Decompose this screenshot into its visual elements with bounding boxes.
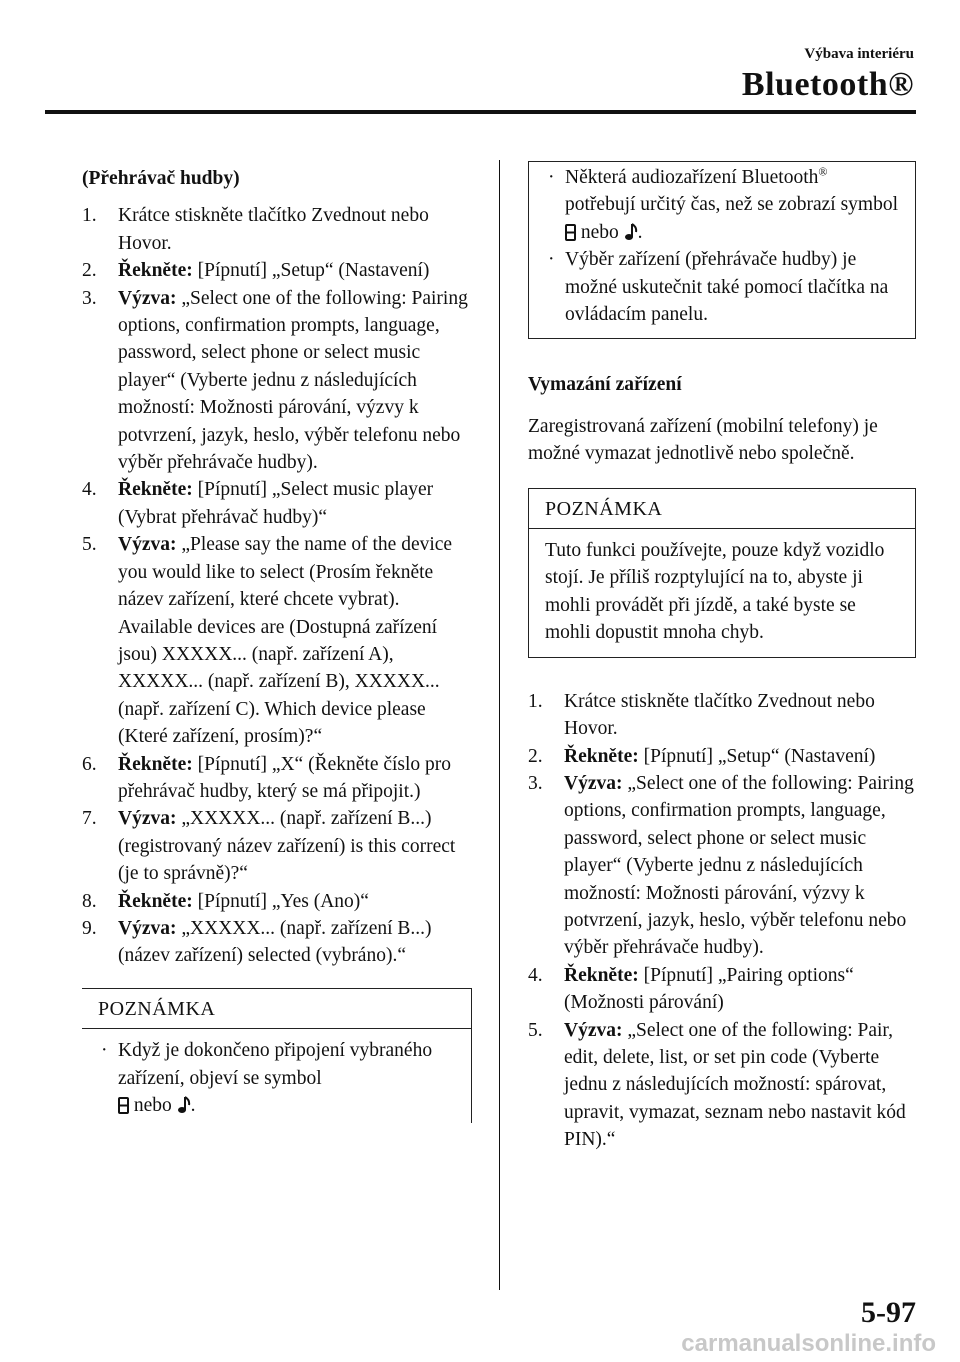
section-heading-music-player: (Přehrávač hudby) (82, 168, 240, 189)
note-box-safety (528, 488, 916, 658)
list-item: 1. Krátce stiskněte tlačítko Zvednout nebo Hovor. (82, 205, 429, 254)
list-item: 5. Výzva: „Please say the name of the device you would like to select (Prosím řekněte název zařízení, které chcete vybrat). Available devices are (Dostupná zařízení jsou) XXXXX... (např. zařízení A), XXXXX... (např. zařízení B), XXXXX... (např. zařízení C). Which device please (Které zařízení, prosím)?“ (82, 534, 453, 748)
section-intro: Zaregistrovaná zařízení (mobilní telefony) je možné vymazat jednotlivě nebo společně. (528, 415, 878, 465)
list-item: 4. Řekněte: [Pípnutí] „Select music player (Vybrat přehrávač hudby)“ (82, 479, 434, 528)
note-bullet: · Výběr zařízení (přehrávače hudby) je možné uskutečnit také pomocí tlačítka na ovládacím panelu. (548, 249, 889, 326)
list-item: 7. Výzva: „XXXXX... (např. zařízení B...) (registrovaný název zařízení) is this correct (je to správně)?“ (82, 808, 456, 885)
steps-list-music-player (82, 202, 472, 969)
header-section-label: Výbava interiéru (804, 46, 914, 62)
list-item: 2. Řekněte: [Pípnutí] „Setup“ (Nastavení) (82, 260, 430, 282)
header-title: Bluetooth® (741, 66, 914, 103)
list-item: 9. Výzva: „XXXXX... (např. zařízení B...) (název zařízení) selected (vybráno).“ (82, 917, 432, 967)
list-item: 1. Krátce stiskněte tlačítko Zvednout nebo Hovor. (528, 690, 875, 740)
music-note-icon (177, 1096, 191, 1114)
list-item: 4. Řekněte: [Pípnutí] „Pairing options“ (Možnosti párování) (528, 964, 854, 1014)
list-item: 3. Výzva: „Select one of the following: Pairing options, confirmation prompts, language, password, select phone or select music player“ (Vyberte jednu z následujících možností: Možnosti párování, výzvy k potvrzení, jazyk, heslo, výběr telefonu nebo výběr přehrávače hudby). (528, 772, 914, 959)
watermark: carmanualsonline.info (681, 1330, 936, 1357)
header-rule (45, 110, 916, 114)
list-item: 6. Řekněte: [Pípnutí] „X“ (Řekněte číslo pro přehrávač hudby, který se má připojit.) (82, 753, 452, 802)
note-title: POZNÁMKA (529, 489, 915, 529)
list-item: 8. Řekněte: [Pípnutí] „Yes (Ano)“ (82, 890, 369, 912)
list-item: 5. Výzva: „Select one of the following: Pair, edit, delete, list, or set pin code (Vyberte jednu z následujících možností: spárovat, upravit, vymazat, seznam nebo nastavit kód PIN).“ (528, 1019, 906, 1151)
device-symbol-icon (118, 1097, 129, 1114)
note-text: Tuto funkci používejte, pouze když vozidlo stojí. Je příliš rozptylující na to, abyste ji mohli provádět při jízdě, a také byste se mohli dopustit mnoha chyb. (545, 540, 885, 644)
list-item: 3. Výzva: „Select one of the following: Pairing options, confirmation prompts, language, password, select phone or select music player“ (Vyberte jednu z následujících možností: Možnosti párování, výzvy k potvrzení, jazyk, heslo, výběr telefonu nebo výběr přehrávače hudby). (82, 287, 468, 474)
left-column (82, 165, 472, 1123)
column-divider (499, 160, 500, 1290)
right-column (528, 165, 916, 1154)
steps-list-delete-device (528, 688, 916, 1154)
page-number: 5-97 (861, 1296, 916, 1329)
note-bullet: · Když je dokončeno připojení vybraného zařízení, objeví se symbol nebo . (101, 1040, 433, 1116)
note-box-bluetooth (528, 161, 916, 339)
device-symbol-icon (565, 224, 576, 241)
note-title: POZNÁMKA (82, 989, 471, 1029)
section-heading-delete-device: Vymazání zařízení (528, 374, 682, 396)
music-note-icon (624, 223, 638, 241)
list-item: 2. Řekněte: [Pípnutí] „Setup“ (Nastavení) (528, 745, 876, 767)
note-bullet: · Některá audiozařízení Bluetooth® potřebují určitý čas, než se zobrazí symbol nebo . (548, 164, 899, 243)
note-box-connection (82, 988, 472, 1124)
